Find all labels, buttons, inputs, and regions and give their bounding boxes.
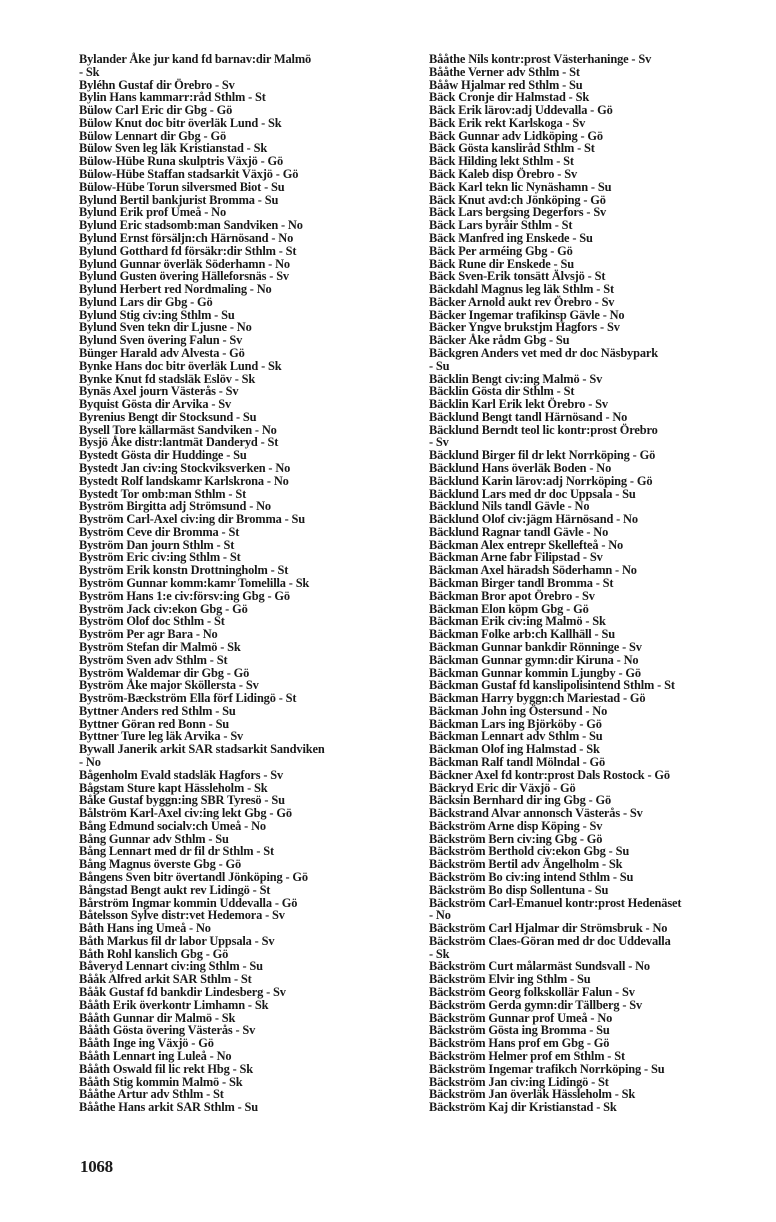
directory-entry: Bålström Karl-Axel civ:ing lekt Gbg - Gö bbox=[79, 806, 292, 821]
directory-entry: Byström Ceve dir Bromma - St bbox=[79, 524, 240, 539]
directory-entry: - Sk bbox=[79, 64, 100, 79]
directory-entry: Bylund Gotthard fd försäkr:dir Sthlm - St bbox=[79, 243, 297, 258]
directory-entry: Bäcker Arnold aukt rev Örebro - Sv bbox=[429, 294, 615, 309]
directory-entry: Bäck Erik lärov:adj Uddevalla - Gö bbox=[429, 103, 613, 118]
directory-entry: Byström Olof doc Sthlm - St bbox=[79, 614, 225, 629]
directory-entry: Bång Gunnar adv Sthlm - Su bbox=[79, 831, 229, 846]
directory-entry: Bäck Karl tekn lic Nynäshamn - Su bbox=[429, 179, 612, 194]
directory-entry: Bäcklund Lars med dr doc Uppsala - Su bbox=[429, 486, 636, 501]
right-column bbox=[429, 53, 769, 1114]
directory-entry: Båth Hans ing Umeå - No bbox=[79, 921, 211, 936]
directory-entry: Bäckström Elvir ing Sthlm - Su bbox=[429, 972, 591, 987]
directory-entry: Bårström Ingmar kommin Uddevalla - Gö bbox=[79, 895, 298, 910]
directory-entry: Bäcklund Ragnar tandl Gävle - No bbox=[429, 524, 609, 539]
directory-entry: Bäckman Lars ing Björköby - Gö bbox=[429, 716, 602, 731]
directory-entry: Bäcklund Nils tandl Gävle - No bbox=[429, 499, 590, 514]
directory-entry: Bångens Sven bitr övertandl Jönköping - Gö bbox=[79, 870, 308, 884]
directory-entry: Bäckman Folke arb:ch Kallhäll - Su bbox=[429, 627, 615, 642]
directory-entry: Bäckman Bror apot Örebro - Sv bbox=[429, 588, 595, 603]
directory-entry: Bäckman Axel häradsh Söderhamn - No bbox=[429, 563, 637, 578]
directory-entry: Bäckner Axel fd kontr:prost Dals Rostock - Gö bbox=[429, 767, 670, 782]
directory-entry: Byström Carl-Axel civ:ing dir Bromma - Su bbox=[79, 512, 306, 527]
directory-entry: - No bbox=[429, 908, 451, 923]
directory-entry: Byström Eric civ:ing Sthlm - St bbox=[79, 550, 241, 565]
directory-entry: Bäcklund Birger fil dr lekt Norrköping - Gö bbox=[429, 448, 656, 463]
directory-entry: Byléhn Gustaf dir Örebro - Sv bbox=[79, 77, 235, 92]
directory-entry: Bäckström Hans prof em Gbg - Gö bbox=[429, 1036, 610, 1051]
directory-entry: Bäcklund Berndt teol lic kontr:prost Örebro bbox=[429, 422, 658, 437]
directory-entry: Bååthe Artur adv Sthlm - St bbox=[79, 1087, 224, 1102]
directory-entry: Bäckgren Anders vet med dr doc Näsbypark bbox=[429, 345, 658, 360]
directory-entry: Bäckström Bern civ:ing Gbg - Gö bbox=[429, 831, 603, 846]
directory-entry: Bysell Tore källarmäst Sandviken - No bbox=[79, 422, 277, 437]
directory-entry: Bylund Stig civ:ing Sthlm - Su bbox=[79, 307, 235, 322]
directory-entry: Bäckman Gunnar bankdir Rönninge - Sv bbox=[429, 639, 642, 654]
directory-entry: Bååth Gösta övering Västerås - Sv bbox=[79, 1023, 256, 1038]
directory-entry: Byström Dan journ Sthlm - St bbox=[79, 537, 235, 552]
directory-entry: Bäcklund Bengt tandl Härnösand - No bbox=[429, 409, 628, 424]
directory-entry: Bäckman Harry byggn:ch Mariestad - Gö bbox=[429, 691, 646, 706]
directory-entry: Bååthe Hans arkit SAR Sthlm - Su bbox=[79, 1100, 259, 1115]
directory-entry: Bång Lennart med dr fil dr Sthlm - St bbox=[79, 844, 275, 859]
directory-entry: Bäckström Ingemar trafikch Norrköping - Su bbox=[429, 1061, 665, 1076]
directory-entry: Bülow-Hübe Staffan stadsarkit Växjö - Gö bbox=[79, 167, 299, 182]
directory-entry: Bäckström Bo civ:ing intend Sthlm - Su bbox=[429, 870, 634, 884]
directory-entry: Båke Gustaf byggn:ing SBR Tyresö - Su bbox=[79, 793, 285, 808]
directory-entry: Bülow Knut doc bitr överläk Lund - Sk bbox=[79, 115, 282, 130]
directory-entry: Bäckryd Eric dir Växjö - Gö bbox=[429, 780, 576, 795]
directory-entry: Bynke Hans doc bitr överläk Lund - Sk bbox=[79, 358, 282, 373]
directory-entry: Byström Erik konstn Drottningholm - St bbox=[79, 563, 289, 578]
directory-entry: Bååth Erik överkontr Limhamn - Sk bbox=[79, 997, 269, 1012]
directory-entry: Bäck Kaleb disp Örebro - Sv bbox=[429, 167, 577, 182]
directory-entry: Bååth Oswald fil lic rekt Hbg - Sk bbox=[79, 1061, 254, 1076]
directory-entry: Bülow Carl Eric dir Gbg - Gö bbox=[79, 103, 233, 118]
directory-entry: Bäckström Jan civ:ing Lidingö - St bbox=[429, 1074, 609, 1089]
directory-entry: Bäckström Bo disp Sollentuna - Su bbox=[429, 882, 609, 897]
directory-entry: Byström Sven adv Sthlm - St bbox=[79, 652, 228, 667]
directory-entry: Byström Åke major Sköllersta - Sv bbox=[79, 678, 259, 693]
directory-entry: Bäckström Curt målarmäst Sundsvall - No bbox=[429, 959, 650, 974]
directory-entry: Bååthe Nils kontr:prost Västerhaninge - Sv bbox=[429, 52, 652, 66]
directory-entry: Bylander Åke jur kand fd barnav:dir Malmö bbox=[79, 52, 312, 66]
directory-entry: Byström Gunnar komm:kamr Tomelilla - Sk bbox=[79, 576, 310, 591]
directory-entry: Byttner Göran red Bonn - Su bbox=[79, 716, 230, 731]
directory-entry: Bynke Knut fd stadsläk Eslöv - Sk bbox=[79, 371, 256, 386]
directory-entry: Bäckman Gunnar gymn:dir Kiruna - No bbox=[429, 652, 639, 667]
directory-entry: Bäckman Elon köpm Gbg - Gö bbox=[429, 601, 589, 616]
directory-entry: Byrenius Bengt dir Stocksund - Su bbox=[79, 409, 257, 424]
directory-entry: Bäckström Georg folkskollär Falun - Sv bbox=[429, 985, 635, 1000]
directory-entry: Bystedt Gösta dir Huddinge - Su bbox=[79, 448, 247, 463]
directory-entry: Bylund Gusten övering Hälleforsnäs - Sv bbox=[79, 269, 289, 284]
directory-entry: Bülow-Hübe Torun silversmed Biot - Su bbox=[79, 179, 285, 194]
directory-entry: Bäcklin Bengt civ:ing Malmö - Sv bbox=[429, 371, 603, 386]
directory-entry: Bystedt Jan civ:ing Stockviksverken - No bbox=[79, 461, 291, 475]
directory-entry: Bäckman Lennart adv Sthlm - Su bbox=[429, 729, 603, 744]
directory-entry: Bång Magnus överste Gbg - Gö bbox=[79, 857, 242, 872]
directory-entry: Bysjö Åke distr:lantmät Danderyd - St bbox=[79, 435, 279, 450]
directory-entry: Bystedt Tor omb:man Sthlm - St bbox=[79, 486, 247, 501]
directory-entry: Bååth Gunnar dir Malmö - Sk bbox=[79, 1010, 236, 1025]
directory-entry: Bäcker Åke rådm Gbg - Su bbox=[429, 333, 570, 348]
directory-entry: - No bbox=[79, 754, 101, 769]
directory-entry: Bäck Manfred ing Enskede - Su bbox=[429, 230, 593, 245]
directory-entry: Byström-Bæckström Ella förf Lidingö - St bbox=[79, 691, 297, 706]
directory-entry: Byström Per agr Bara - No bbox=[79, 627, 218, 642]
directory-entry: Bäckman John ing Östersund - No bbox=[429, 703, 608, 718]
directory-entry: Bäckström Claes-Göran med dr doc Uddevalla bbox=[429, 933, 671, 948]
directory-entry: Byttner Anders red Sthlm - Su bbox=[79, 703, 236, 718]
directory-entry: Bäckman Olof ing Halmstad - Sk bbox=[429, 742, 600, 757]
directory-entry: Bäck Erik rekt Karlskoga - Sv bbox=[429, 115, 586, 130]
directory-entry: Bäckström Jan överläk Hässleholm - Sk bbox=[429, 1087, 636, 1102]
directory-entry: Bülow-Hübe Runa skulptris Växjö - Gö bbox=[79, 154, 284, 169]
directory-entry: Bång Edmund socialv:ch Umeå - No bbox=[79, 818, 266, 833]
directory-entry: Bylund Sven övering Falun - Sv bbox=[79, 333, 243, 348]
directory-entry: Byström Birgitta adj Strömsund - No bbox=[79, 499, 271, 514]
directory-entry: Bäckdahl Magnus leg läk Sthlm - St bbox=[429, 282, 614, 297]
directory-entry: Bäckman Arne fabr Filipstad - Sv bbox=[429, 550, 603, 565]
directory-entry: Bäckman Alex entrepr Skellefteå - No bbox=[429, 537, 624, 552]
directory-entry: Bäckstrand Alvar annonsch Västerås - Sv bbox=[429, 806, 643, 821]
directory-entry: - Sv bbox=[429, 435, 449, 450]
directory-entry: Bäck Hilding lekt Sthlm - St bbox=[429, 154, 574, 169]
directory-entry: Bäckström Gerda gymn:dir Tällberg - Sv bbox=[429, 997, 643, 1012]
directory-entry: Bååth Lennart ing Luleå - No bbox=[79, 1048, 232, 1063]
directory-entry: - Sk bbox=[429, 946, 450, 961]
directory-entry: Byström Jack civ:ekon Gbg - Gö bbox=[79, 601, 248, 616]
directory-entry: Bylund Sven tekn dir Ljusne - No bbox=[79, 320, 252, 335]
directory-entry: Bäckström Bertil adv Ängelholm - Sk bbox=[429, 857, 623, 872]
directory-entry: Bäckström Gunnar prof Umeå - No bbox=[429, 1010, 613, 1025]
directory-entry: Bäcklund Hans överläk Boden - No bbox=[429, 461, 612, 475]
directory-entry: Bäck Cronje dir Halmstad - Sk bbox=[429, 90, 590, 105]
directory-entry: Bylin Hans kammarr:råd Sthlm - St bbox=[79, 90, 266, 105]
directory-entry: Båveryd Lennart civ:ing Sthlm - Su bbox=[79, 959, 263, 974]
directory-entry: Bågstam Sture kapt Hässleholm - Sk bbox=[79, 780, 268, 795]
directory-entry: Bäckström Helmer prof em Sthlm - St bbox=[429, 1048, 625, 1063]
directory-entry: Bäckström Arne disp Köping - Sv bbox=[429, 818, 603, 833]
directory-entry: Bäck Lars byråir Sthlm - St bbox=[429, 218, 573, 233]
directory-entry: Bååth Stig kommin Malmö - Sk bbox=[79, 1074, 243, 1089]
directory-entry: Bäck Sven-Erik tonsätt Älvsjö - St bbox=[429, 269, 606, 284]
directory-entry: Bäckman Ralf tandl Mölndal - Gö bbox=[429, 754, 606, 769]
directory-entry: Bylund Ernst försäljn:ch Härnösand - No bbox=[79, 230, 294, 245]
page-number: 1068 bbox=[80, 1157, 113, 1176]
directory-entry: Bynäs Axel journ Västerås - Sv bbox=[79, 384, 239, 399]
directory-entry: Bäckström Kaj dir Kristianstad - Sk bbox=[429, 1100, 617, 1115]
directory-entry: Bylund Erik prof Umeå - No bbox=[79, 205, 226, 220]
directory-entry: Bäck Per arméing Gbg - Gö bbox=[429, 243, 573, 258]
directory-entry: Bäckman Birger tandl Bromma - St bbox=[429, 576, 614, 591]
directory-entry: Båth Rohl kanslich Gbg - Gö bbox=[79, 946, 229, 961]
directory-entry: Bågenholm Evald stadsläk Hagfors - Sv bbox=[79, 767, 284, 782]
directory-entry: Byström Hans 1:e civ:försv:ing Gbg - Gö bbox=[79, 588, 290, 603]
directory-entry: Byström Stefan dir Malmö - Sk bbox=[79, 639, 241, 654]
directory-entry: Bäckman Gunnar kommin Ljungby - Gö bbox=[429, 665, 641, 680]
directory-entry: Bäck Knut avd:ch Jönköping - Gö bbox=[429, 192, 606, 207]
directory-entry: Bäcksin Bernhard dir ing Gbg - Gö bbox=[429, 793, 612, 808]
directory-entry: Byquist Gösta dir Arvika - Sv bbox=[79, 397, 232, 412]
directory-entry: Bäcklin Gösta dir Sthlm - St bbox=[429, 384, 575, 399]
directory-entry: - Su bbox=[429, 358, 450, 373]
directory-entry: Bäck Gunnar adv Lidköping - Gö bbox=[429, 128, 603, 143]
directory-entry: Bäckman Erik civ:ing Malmö - Sk bbox=[429, 614, 606, 629]
directory-entry: Bångstad Bengt aukt rev Lidingö - St bbox=[79, 882, 271, 897]
directory-entry: Bäckström Carl Hjalmar dir Strömsbruk - No bbox=[429, 921, 668, 936]
directory-entry: Bylund Gunnar överläk Söderhamn - No bbox=[79, 256, 290, 271]
directory-entry: Bäcklin Karl Erik lekt Örebro - Sv bbox=[429, 397, 608, 412]
directory-entry: Bäcklund Olof civ:jägm Härnösand - No bbox=[429, 512, 638, 527]
directory-entry: Bülow Lennart dir Gbg - Gö bbox=[79, 128, 226, 143]
directory-entry: Bylund Bertil bankjurist Bromma - Su bbox=[79, 192, 279, 207]
directory-entry: Bylund Herbert red Nordmaling - No bbox=[79, 282, 272, 297]
directory-entry: Bystedt Rolf landskamr Karlskrona - No bbox=[79, 473, 289, 488]
directory-entry: Bäcker Ingemar trafikinsp Gävle - No bbox=[429, 307, 625, 322]
directory-entry: Bååk Gustaf fd bankdir Lindesberg - Sv bbox=[79, 985, 286, 1000]
directory-entry: Bülow Sven leg läk Kristianstad - Sk bbox=[79, 141, 268, 156]
directory-entry: Byttner Ture leg läk Arvika - Sv bbox=[79, 729, 244, 744]
directory-entry: Bäckström Carl-Emanuel kontr:prost Hedenäset bbox=[429, 895, 682, 910]
directory-entry: Bylund Eric stadsomb:man Sandviken - No bbox=[79, 218, 303, 233]
directory-entry: Bååk Alfred arkit SAR Sthlm - St bbox=[79, 972, 252, 987]
directory-entry: Byström Waldemar dir Gbg - Gö bbox=[79, 665, 250, 680]
directory-entry: Bäcker Yngve brukstjm Hagfors - Sv bbox=[429, 320, 620, 335]
directory-entry: Båth Markus fil dr labor Uppsala - Sv bbox=[79, 933, 275, 948]
left-column bbox=[79, 53, 399, 1114]
directory-entry: Bååth Inge ing Växjö - Gö bbox=[79, 1036, 214, 1051]
directory-entry: Bäck Rune dir Enskede - Su bbox=[429, 256, 574, 271]
directory-entry: Båtelsson Sylve distr:vet Hedemora - Sv bbox=[79, 908, 285, 923]
directory-entry: Bäckström Berthold civ:ekon Gbg - Su bbox=[429, 844, 630, 859]
directory-entry: Bäcklund Karin lärov:adj Norrköping - Gö bbox=[429, 473, 653, 488]
directory-entry: Bäckström Gösta ing Bromma - Su bbox=[429, 1023, 610, 1038]
directory-entry: Bylund Lars dir Gbg - Gö bbox=[79, 294, 213, 309]
directory-entry: Bååthe Verner adv Sthlm - St bbox=[429, 64, 580, 79]
directory-entry: Bünger Harald adv Alvesta - Gö bbox=[79, 345, 245, 360]
directory-entry: Bywall Janerik arkit SAR stadsarkit Sandviken bbox=[79, 742, 325, 757]
directory-entry: Bååw Hjalmar red Sthlm - Su bbox=[429, 77, 583, 92]
directory-entry: Bäckman Gustaf fd kanslipolisintend Sthlm - St bbox=[429, 678, 675, 693]
directory-entry: Bäck Gösta kansliråd Sthlm - St bbox=[429, 141, 595, 156]
directory-entry: Bäck Lars bergsing Degerfors - Sv bbox=[429, 205, 607, 220]
